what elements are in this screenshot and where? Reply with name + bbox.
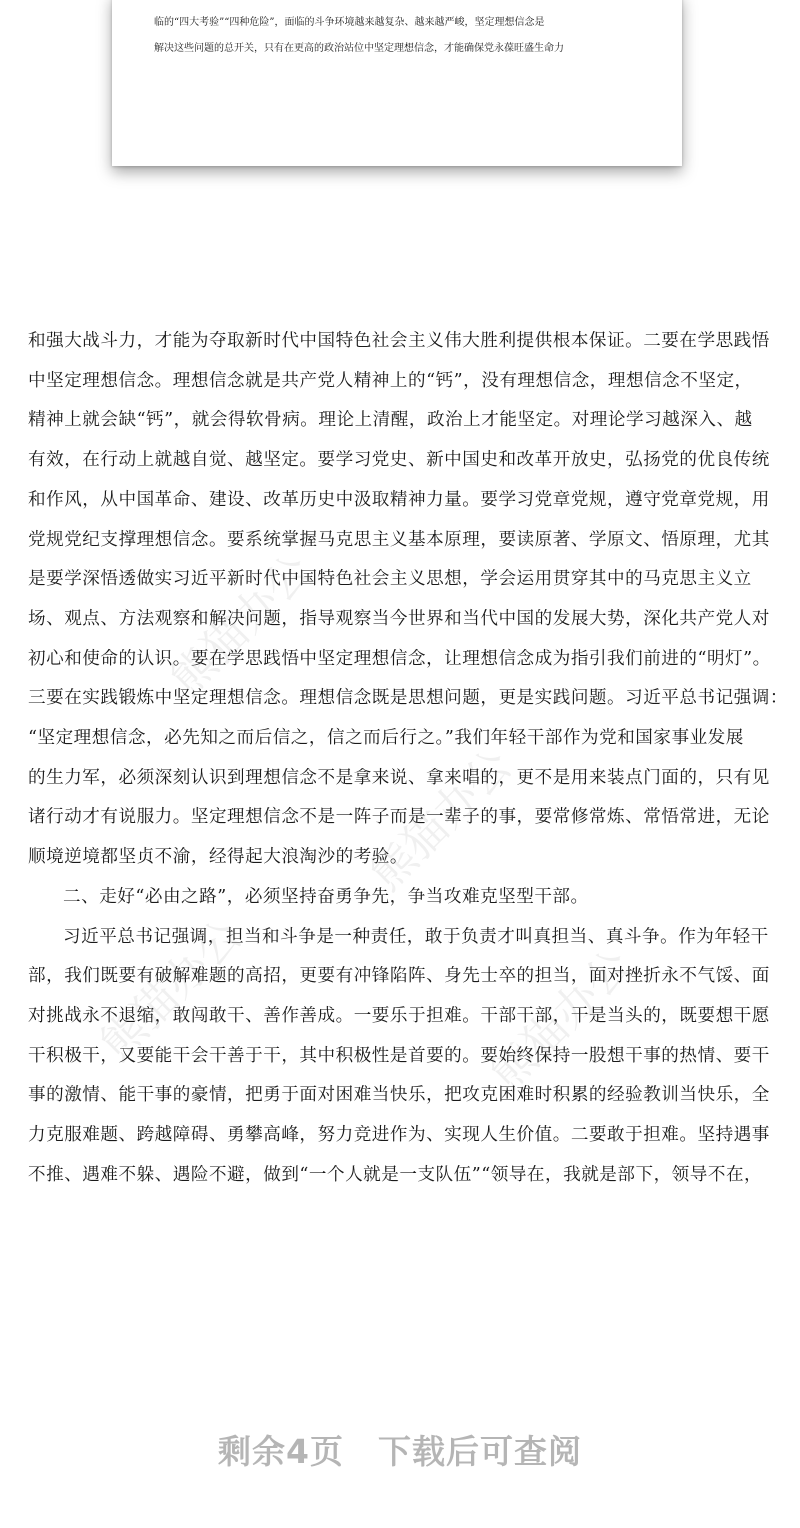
text-line: 场、观点、方法观察和解决问题，指导观察当今世界和当代中国的发展大势，深化共产党人对 — [28, 608, 770, 629]
section-heading: 二、走好“必由之路”，必须坚持奋勇争先，争当攻难克坚型干部。 — [63, 886, 589, 907]
text-line: “坚定理想信念，必先知之而后信之，信之而后行之。”我们年轻干部作为党和国家事业发展 — [28, 728, 744, 749]
text-line: 精神上就会缺“钙”，就会得软骨病。理论上清醒，政治上才能坚定。对理论学习越深入、越 — [28, 410, 753, 431]
text-line: 干积极干，又要能干会干善于干，其中积极性是首要的。要始终保持一股想干事的热情、要干 — [28, 1045, 770, 1066]
text-line: 初心和使命的认识。要在学思践悟中坚定理想信念，让理想信念成为指引我们前进的“明灯”。 — [28, 648, 771, 669]
document-body — [28, 322, 788, 1195]
download-prompt-banner[interactable] — [0, 1424, 800, 1480]
text-line: 中坚定理想信念。理想信念就是共产党人精神上的“钙”，没有理想信念，理想信念不坚定， — [28, 370, 753, 391]
preview-line: 临的“四大考验”“四种危险”，面临的斗争环境越来越复杂、越来越严峻，坚定理想信念是 — [154, 17, 545, 28]
watermark: 熊猫办公 — [480, 939, 642, 1101]
text-line: 部，我们既要有破解难题的高招，更要有冲锋陷阵、身先士卒的担当，面对挫折永不气馁、面 — [28, 966, 770, 987]
watermark: 熊猫办公 — [160, 544, 322, 706]
text-line: 顺境逆境都坚贞不渝，经得起大浪淘沙的考验。 — [28, 847, 408, 868]
text-line: 事的激情、能干事的豪情，把勇于面对困难当快乐，把攻克困难时积累的经验教训当快乐，全 — [28, 1085, 770, 1106]
text-line: 对挑战永不退缩，敢闯敢干、善作善成。一要乐于担难。干部干部，干是当头的，既要想干愿 — [28, 1005, 770, 1026]
text-line: 三要在实践锻炼中坚定理想信念。理想信念既是思想问题，更是实践问题。习近平总书记强调： — [28, 688, 788, 709]
text-line: 有效，在行动上就越自觉、越坚定。要学习党史、新中国史和改革开放史，弘扬党的优良传统 — [28, 450, 770, 471]
text-line: 力克服难题、跨越障碍、勇攀高峰，努力竞进作为、实现人生价值。二要敢于担难。坚持遇事 — [28, 1125, 770, 1146]
body-paragraph — [28, 918, 776, 1196]
text-line: 和作风，从中国革命、建设、改革历史中汲取精神力量。要学习党章党规，遵守党章党规，用 — [28, 489, 770, 510]
remaining-pages-label[interactable]: 剩余4页 — [218, 1432, 344, 1471]
text-line: 习近平总书记强调，担当和斗争是一种责任，敢于负责才叫真担当、真斗争。作为年轻干 — [63, 926, 769, 947]
watermark: 熊猫办公 — [360, 739, 522, 901]
preview-line: 解决这些问题的总开关，只有在更高的政治站位中坚定理想信念，才能确保党永葆旺盛生命力 — [154, 43, 564, 54]
watermark: 熊猫办公 — [90, 909, 252, 1071]
text-line: 和强大战斗力，才能为夺取新时代中国特色社会主义伟大胜利提供根本保证。二要在学思践悟 — [28, 331, 770, 351]
text-line: 党规党纪支撑理想信念。要系统掌握马克思主义基本原理，要读原著、学原文、悟原理，尤其 — [28, 529, 770, 550]
text-line: 诸行动才有说服力。坚定理想信念不是一阵子而是一辈子的事，要常修常炼、常悟常进，无论 — [28, 807, 770, 828]
download-to-view-label[interactable]: 下载后可查阅 — [377, 1432, 582, 1471]
body-paragraph — [28, 322, 788, 878]
text-line: 是要学深悟透做实习近平新时代中国特色社会主义思想，学会运用贯穿其中的马克思主义立 — [28, 569, 752, 590]
preview-text — [154, 10, 654, 62]
previous-page-preview — [112, 0, 682, 166]
text-line: 的生力军，必须深刻认识到理想信念不是拿来说、拿来唱的，更不是用来装点门面的，只有见 — [28, 767, 770, 788]
text-line: 不推、遇难不躲、遇险不避，做到“一个人就是一支队伍”“领导在，我就是部下，领导不在， — [28, 1164, 763, 1185]
